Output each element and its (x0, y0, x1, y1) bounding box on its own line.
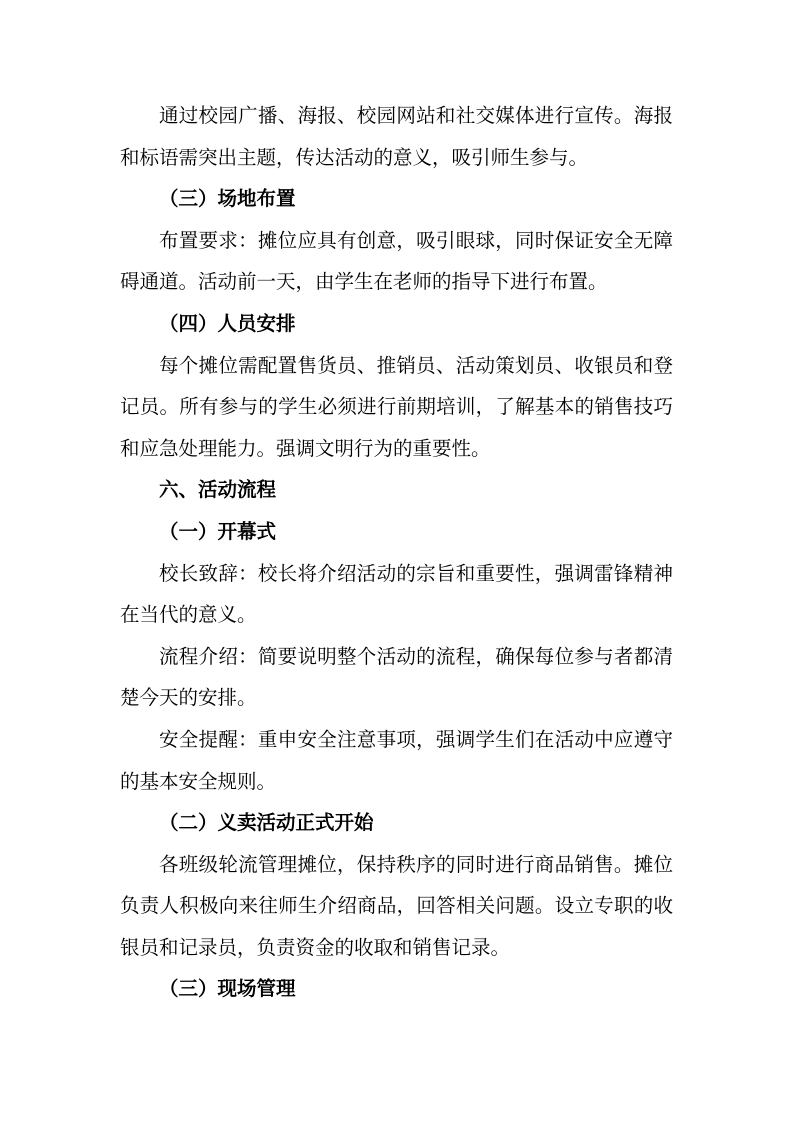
document-heading: 六、活动流程 (159, 480, 277, 502)
document-paragraph: 各班级轮流管理摊位，保持秩序的同时进行商品销售。摊位负责人积极向来往师生介绍商品，回答相关问题。设立专职的收银员和记录员，负责资金的收取和销售记录。 (120, 854, 673, 959)
document-heading: （四）人员安排 (159, 313, 296, 335)
document-heading: （二）义卖活动正式开始 (159, 813, 374, 835)
document-heading: （三）现场管理 (159, 979, 296, 1001)
document-paragraph: 校长致辞：校长将介绍活动的宗旨和重要性，强调雷锋精神在当代的意义。 (120, 563, 673, 627)
document-heading: （一）开幕式 (159, 521, 277, 543)
document-paragraph: 布置要求：摊位应具有创意，吸引眼球，同时保证安全无障碍通道。活动前一天，由学生在老师的指导下进行布置。 (120, 230, 673, 294)
document-body (120, 96, 673, 1011)
document-paragraph: 每个摊位需配置售货员、推销员、活动策划员、收银员和登记员。所有参与的学生必须进行前期培训，了解基本的销售技巧和应急处理能力。强调文明行为的重要性。 (120, 355, 673, 460)
document-paragraph: 流程介绍：简要说明整个活动的流程，确保每位参与者都清楚今天的安排。 (120, 646, 673, 710)
document-paragraph: 安全提醒：重申安全注意事项，强调学生们在活动中应遵守的基本安全规则。 (120, 729, 673, 793)
document-paragraph: 通过校园广播、海报、校园网站和社交媒体进行宣传。海报和标语需突出主题，传达活动的意义，吸引师生参与。 (120, 106, 673, 169)
document-heading: （三）场地布置 (159, 189, 296, 211)
